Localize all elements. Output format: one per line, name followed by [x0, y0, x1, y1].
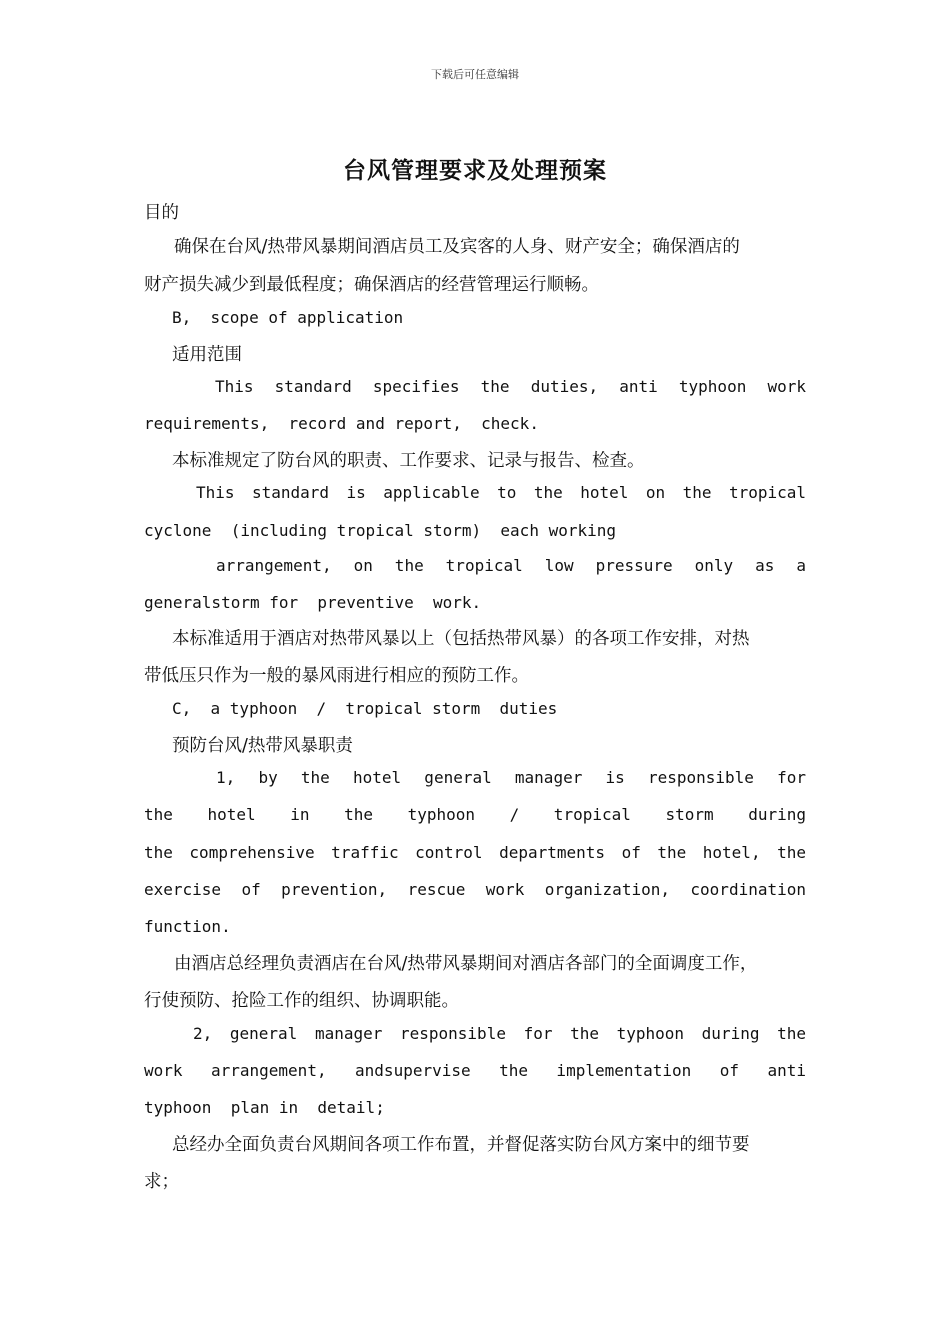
- section-heading-duties: C, a typhoon / tropical storm duties: [172, 699, 558, 718]
- paragraph-line: 总经办全面负责台风期间各项工作布置，并督促落实防台风方案中的细节要: [172, 1135, 750, 1155]
- paragraph-line: This standard is applicable to the hotel on the tropical: [196, 483, 806, 502]
- paragraph-line: arrangement, on the tropical low pressure only as a: [216, 556, 806, 575]
- paragraph-line: 本标准适用于酒店对热带风暴以上（包括热带风暴）的各项工作安排，对热: [172, 629, 750, 649]
- paragraph-line: 求；: [144, 1172, 179, 1192]
- paragraph-line: exercise of prevention, rescue work organization, coordination: [144, 880, 806, 899]
- page-header-note: 下载后可任意编辑: [431, 68, 519, 81]
- paragraph-line: the hotel in the typhoon / tropical storm during: [144, 805, 806, 824]
- paragraph-line: 带低压只作为一般的暴风雨进行相应的预防工作。: [144, 666, 529, 686]
- paragraph-line: 由酒店总经理负责酒店在台风/热带风暴期间对酒店各部门的全面调度工作，: [174, 954, 758, 974]
- paragraph-line: typhoon plan in detail;: [144, 1098, 385, 1117]
- paragraph-line: 财产损失减少到最低程度；确保酒店的经营管理运行顺畅。: [144, 275, 599, 295]
- document-title: 台风管理要求及处理预案: [343, 158, 607, 184]
- paragraph-line: This standard specifies the duties, anti typhoon work: [215, 377, 806, 396]
- section-heading-duties-cn: 预防台风/热带风暴职责: [172, 736, 353, 756]
- paragraph-line: 本标准规定了防台风的职责、工作要求、记录与报告、检查。: [172, 451, 645, 471]
- section-heading-purpose: 目的: [144, 203, 179, 223]
- paragraph-line: work arrangement, andsupervise the implementation of anti: [144, 1061, 806, 1080]
- paragraph-line: function.: [144, 917, 231, 936]
- paragraph-line: 1, by the hotel general manager is responsible for: [216, 768, 806, 787]
- section-heading-scope: B, scope of application: [172, 308, 404, 327]
- paragraph-line: generalstorm for preventive work.: [144, 593, 482, 612]
- paragraph-line: cyclone (including tropical storm) each working: [144, 521, 617, 540]
- paragraph-line: requirements, record and report, check.: [144, 414, 539, 433]
- paragraph-line: 2, general manager responsible for the typhoon during the: [193, 1024, 806, 1043]
- paragraph-line: 确保在台风/热带风暴期间酒店员工及宾客的人身、财产安全；确保酒店的: [174, 237, 740, 257]
- paragraph-line: 行使预防、抢险工作的组织、协调职能。: [144, 991, 459, 1011]
- paragraph-line: the comprehensive traffic control departments of the hotel, the: [144, 843, 806, 862]
- section-heading-scope-cn: 适用范围: [172, 345, 242, 365]
